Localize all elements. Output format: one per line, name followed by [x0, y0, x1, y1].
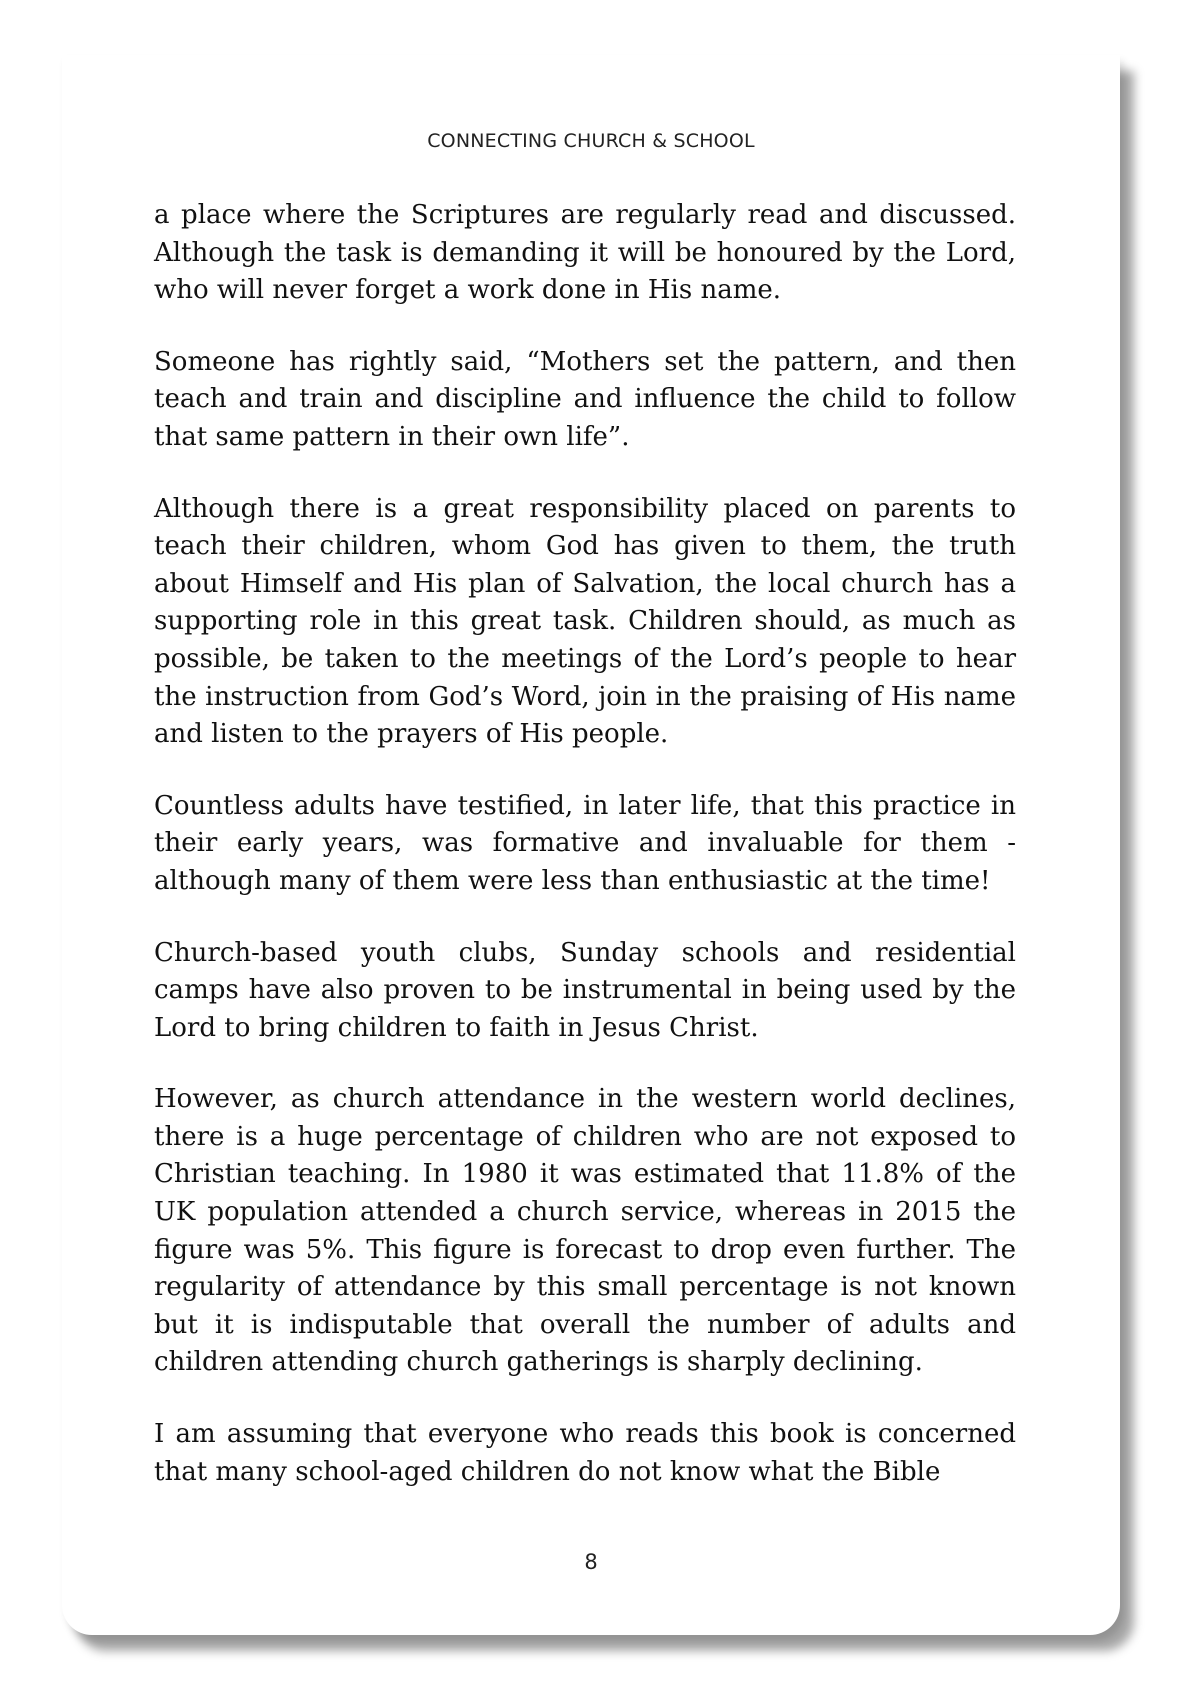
book-page [62, 55, 1120, 1635]
running-header: CONNECTING CHURCH & SCHOOL [427, 130, 755, 152]
page-number: 8 [584, 1550, 598, 1574]
paragraph: I am assuming that everyone who reads this book is concerned that many school-aged children do not know what the Bible [154, 1419, 1016, 1487]
paragraph: Countless adults have testified, in later life, that this practice in their early years, was formative and invaluable for them - although many of them were less than enthusiastic at the time! [154, 790, 1016, 896]
paragraph: Although there is a great responsibility placed on parents to teach their children, whom God has given to them, the truth about Himself and His plan of Salvation, the local church has a supporting role in this great task. Children should, as much as possible, be taken to the meetings of the Lord’s people to hear the instruction from God’s Word, join in the praising of His name and listen to the prayers of His people. [154, 493, 1016, 750]
paragraph: a place where the Scriptures are regularly read and discussed. Although the task is demanding it will be honoured by the Lord, who will never forget a work done in His name. [154, 200, 1016, 306]
paragraph: However, as church attendance in the western world declines, there is a huge percentage of children who are not exposed to Christian teaching. In 1980 it was estimated that 11.8% of the UK population attended a church service, whereas in 2015 the figure was 5%. This figure is forecast to drop even further. The regularity of attendance by this small percentage is not known but it is indisputable that overall the number of adults and children attending church gatherings is sharply declining. [154, 1084, 1016, 1378]
paragraph: Someone has rightly said, “Mothers set the pattern, and then teach and train and discipline and influence the child to follow that same pattern in their own life”. [154, 346, 1016, 452]
body-text [154, 197, 1016, 1525]
paragraph: Church-based youth clubs, Sunday schools and residential camps have also proven to be instrumental in being used by the Lord to bring children to faith in Jesus Christ. [154, 937, 1016, 1043]
